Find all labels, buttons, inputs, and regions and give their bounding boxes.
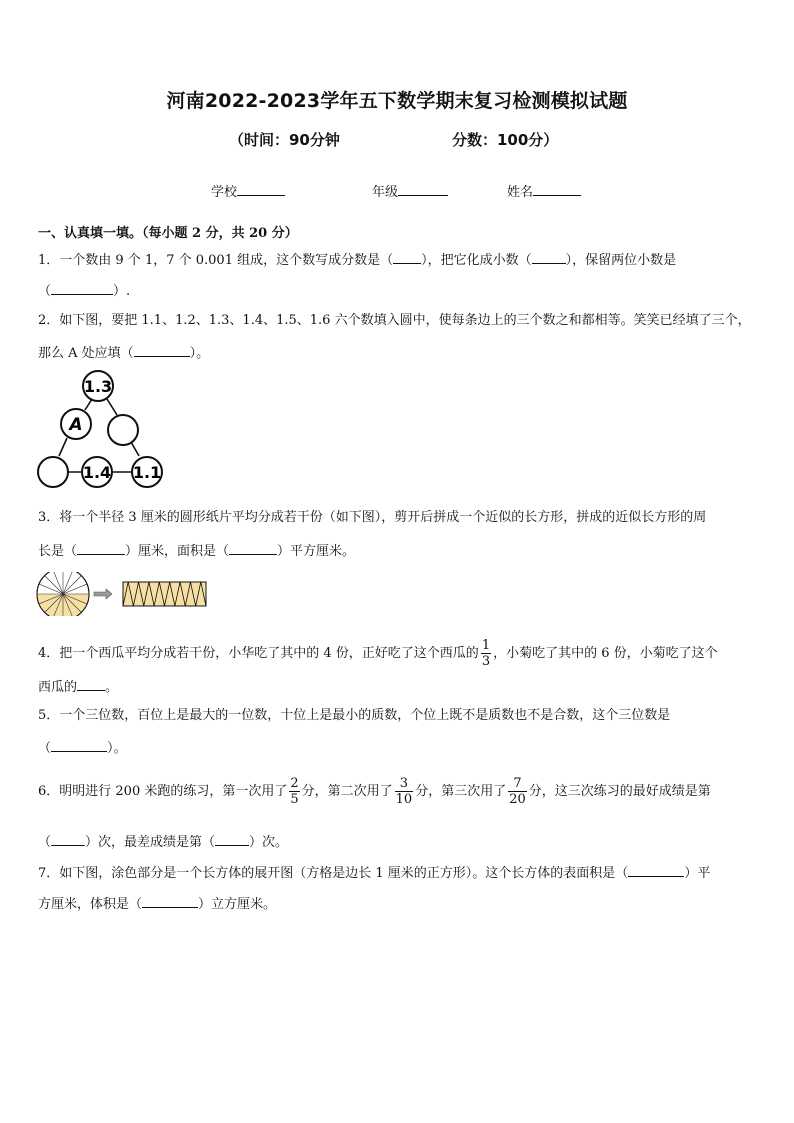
q6-blank-1 [51, 831, 85, 846]
name-blank [533, 181, 581, 196]
q4-text-c: 西瓜的 [38, 680, 78, 695]
q4-frac-den: 3 [481, 654, 491, 669]
q6-f2-den: 10 [395, 792, 413, 807]
q4-text-d: 。 [105, 680, 119, 695]
circle-right [108, 415, 138, 445]
school-blank [237, 181, 285, 196]
q1-line2 [38, 280, 130, 302]
q1-blank-3 [51, 280, 113, 295]
circle-to-rectangle-figure [36, 572, 216, 616]
q4-blank [77, 676, 105, 691]
q3-line1: 3．将一个半径 3 厘米的圆形纸片平均分成若干份（如下图），剪开后拼成一个近似的长方形，拼成的近似长方形的周 [38, 510, 707, 525]
q6-fraction-2 [395, 776, 414, 807]
q7-line2 [38, 893, 276, 915]
q7-blank-1 [628, 862, 684, 877]
q6-text-a: 6．明明进行 200 米跑的练习，第一次用了 [38, 784, 288, 799]
q1-text-a: 1．一个数由 9 个 1，7 个 0.001 组成，这个数写成分数是（ [38, 253, 394, 268]
school-label: 学校 [211, 185, 238, 200]
q3-line2 [38, 540, 355, 562]
q7-text-d: ）立方厘米。 [198, 897, 277, 912]
grade-field [372, 181, 448, 200]
q7-blank-2 [142, 893, 198, 908]
q6-f3-num: 7 [508, 776, 527, 792]
q2-blank [134, 342, 190, 357]
q5-line2 [38, 737, 127, 759]
grade-label: 年级 [372, 185, 399, 200]
q1-text-b: ），把它化成小数（ [421, 253, 532, 268]
exam-score: 分数：100分） [452, 131, 559, 149]
q1-line1 [38, 249, 676, 271]
q6-f3-den: 20 [509, 792, 526, 807]
q6-fraction-3 [508, 776, 527, 807]
q6-text-c: 分，第三次用了 [415, 784, 507, 799]
q4-text-b: ，小菊吃了其中的 6 份，小菊吃了这个 [493, 646, 718, 661]
q4-text-a: 4．把一个西瓜平均分成若干份，小华吃了其中的 4 份，正好吃了这个西瓜的 [38, 646, 479, 661]
q6-fraction-1 [289, 776, 299, 807]
arrow-icon [94, 589, 112, 599]
q4-frac-num: 1 [481, 638, 491, 653]
q6-f1-num: 2 [290, 776, 299, 791]
page-title: 河南2022-2023学年五下数学期末复习检测模拟试题 [166, 90, 628, 112]
q5-line1: 5．一个三位数，百位上是最大的一位数，十位上是最小的质数，个位上既不是质数也不是合数，这个三位数是 [38, 708, 671, 723]
q7-line1 [38, 862, 710, 884]
q6-f2-num: 3 [395, 776, 414, 792]
school-field [211, 181, 285, 200]
name-field [507, 181, 581, 200]
label-a: A [69, 415, 83, 435]
q7-text-c: 方厘米，体积是（ [38, 897, 143, 912]
circle-bottom-left [38, 457, 68, 487]
q2-text-a: 那么 A 处应填（ [38, 346, 134, 361]
q3-text-c: ）平方厘米。 [277, 544, 356, 559]
q3-blank-2 [229, 540, 277, 555]
q6-text-e: （ [38, 835, 52, 850]
q3-blank-1 [77, 540, 125, 555]
q2-line1: 2．如下图，要把 1.1、1.2、1.3、1.4、1.5、1.6 六个数填入圆中，使每条边上的三个数之和都相等。笑笑已经填了三个， [38, 313, 751, 328]
name-label: 姓名 [507, 185, 534, 200]
q7-text-b: ）平 [684, 866, 711, 881]
q6-text-d: 分，这三次练习的最好成绩是第 [528, 784, 711, 799]
q4-fraction [481, 638, 491, 669]
label-bottom-mid: 1.4 [82, 463, 112, 482]
q3-text-a: 长是（ [38, 544, 78, 559]
q7-text-a: 7．如下图，涂色部分是一个长方体的展开图（方格是边长 1 厘米的正方形）。这个长方体的表面积是（ [38, 866, 629, 881]
q4-line2 [38, 676, 118, 698]
q5-blank [51, 737, 107, 752]
q3-text-b: ）厘米，面积是（ [125, 544, 230, 559]
section-heading: 一、认真填一填。（每小题 2 分，共 20 分） [38, 226, 298, 241]
q6-line1 [38, 776, 711, 807]
q1-blank-1 [393, 249, 421, 264]
q1-text-d: （ [38, 284, 52, 299]
label-top: 1.3 [83, 377, 113, 396]
exam-time: （时间：90分钟 [229, 131, 340, 149]
q4-line1 [38, 638, 718, 669]
q6-blank-2 [215, 831, 249, 846]
q5-text-a: （ [38, 741, 52, 756]
q2-line2 [38, 342, 209, 364]
q6-text-f: ）次，最差成绩是第（ [85, 835, 216, 850]
q6-text-b: 分，第二次用了 [301, 784, 393, 799]
q6-line2 [38, 831, 288, 853]
q1-text-e: ）. [113, 284, 131, 299]
q2-text-b: ）。 [189, 346, 210, 361]
q1-blank-2 [532, 249, 566, 264]
q1-text-c: ），保留两位小数是 [565, 253, 677, 268]
label-bottom-right: 1.1 [132, 463, 162, 482]
triangle-circles-figure [34, 368, 166, 490]
q5-text-b: ）。 [107, 741, 127, 756]
q6-text-g: ）次。 [249, 835, 289, 850]
grade-blank [398, 181, 448, 196]
q6-f1-den: 5 [290, 792, 299, 807]
